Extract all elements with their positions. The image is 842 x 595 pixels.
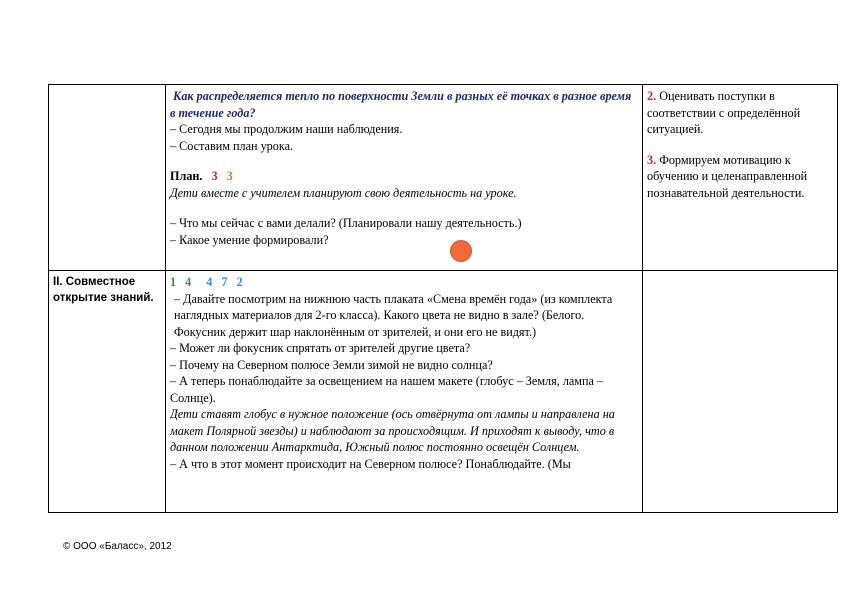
skill-text: Формируем мотивацию к обучению и целенаправленной познавательной деятельности. <box>647 152 808 200</box>
marker-number: 4 <box>206 275 213 289</box>
lesson-table <box>48 84 838 513</box>
paragraph-italic: Дети ставят глобус в нужное положение (ось отвёрнута от лампы и направлена на макет Полярной звезды) и наблюдают за происходящим. И приходят к выводу, что в данном положении Антарктида, Южный полюс постоянно освещён Солнцем. <box>170 407 615 454</box>
paragraph: – Давайте посмотрим на нижнюю часть плаката «Смена времён года» (из комплекта наглядных материалов для 2-го класса). Какого цвета не видно в зале? (Белого. Фокусник держит шар наклонённым от зрителей, и они его не видят.) <box>174 291 613 339</box>
paragraph: – Почему на Северном полюсе Земли зимой не видно солнца? <box>170 357 493 372</box>
orange-dot-marker <box>450 240 472 262</box>
plan-note: Дети вместе с учителем планируют свою деятельность на уроке. <box>170 185 517 200</box>
text-line: – Составим план урока. <box>170 138 294 153</box>
paragraph: – А теперь понаблюдайте за освещением на нашем макете (глобус – Земля, лампа – Солнце). <box>170 374 604 405</box>
table-row <box>49 85 838 271</box>
section-title: II. Совместное открытие знаний. <box>53 276 154 304</box>
content-cell <box>166 271 643 513</box>
text-line: – Какое умение формировали? <box>170 232 329 247</box>
plan-number-1: 3 <box>211 169 218 183</box>
text-line: – Сегодня мы продолжим наши наблюдения. <box>170 122 403 136</box>
plan-label: План. <box>170 169 203 183</box>
skills-cell <box>643 85 838 271</box>
question-text: Как распределяется тепло по поверхности Земли в разных её точках в разное время в течение года? <box>170 89 632 120</box>
marker-number: 2 <box>236 275 243 289</box>
plan-number-2: 3 <box>226 169 233 183</box>
skill-number: 3. <box>647 152 657 167</box>
paragraph: – А что в этот момент происходит на Северном полюсе? Понаблюдайте. (Мы <box>170 456 571 471</box>
copyright-footer: © ООО «Баласс», 2012 <box>63 541 172 552</box>
marker-number: 4 <box>185 275 192 289</box>
skills-cell <box>643 271 838 513</box>
table-row <box>49 271 838 513</box>
marker-number: 7 <box>221 275 228 289</box>
number-markers <box>170 274 638 291</box>
paragraph: – Может ли фокусник спрятать от зрителей другие цвета? <box>170 341 471 355</box>
marker-number: 1 <box>170 275 177 289</box>
stage-cell <box>49 85 166 271</box>
content-cell <box>166 85 643 271</box>
skill-text: Оценивать поступки в соответствии с определённой ситуацией. <box>647 89 801 136</box>
stage-cell <box>49 271 166 513</box>
plan-line <box>170 168 638 185</box>
text-line: – Что мы сейчас с вами делали? (Планировали нашу деятельность.) <box>170 216 522 230</box>
skill-number: 2. <box>647 89 657 103</box>
